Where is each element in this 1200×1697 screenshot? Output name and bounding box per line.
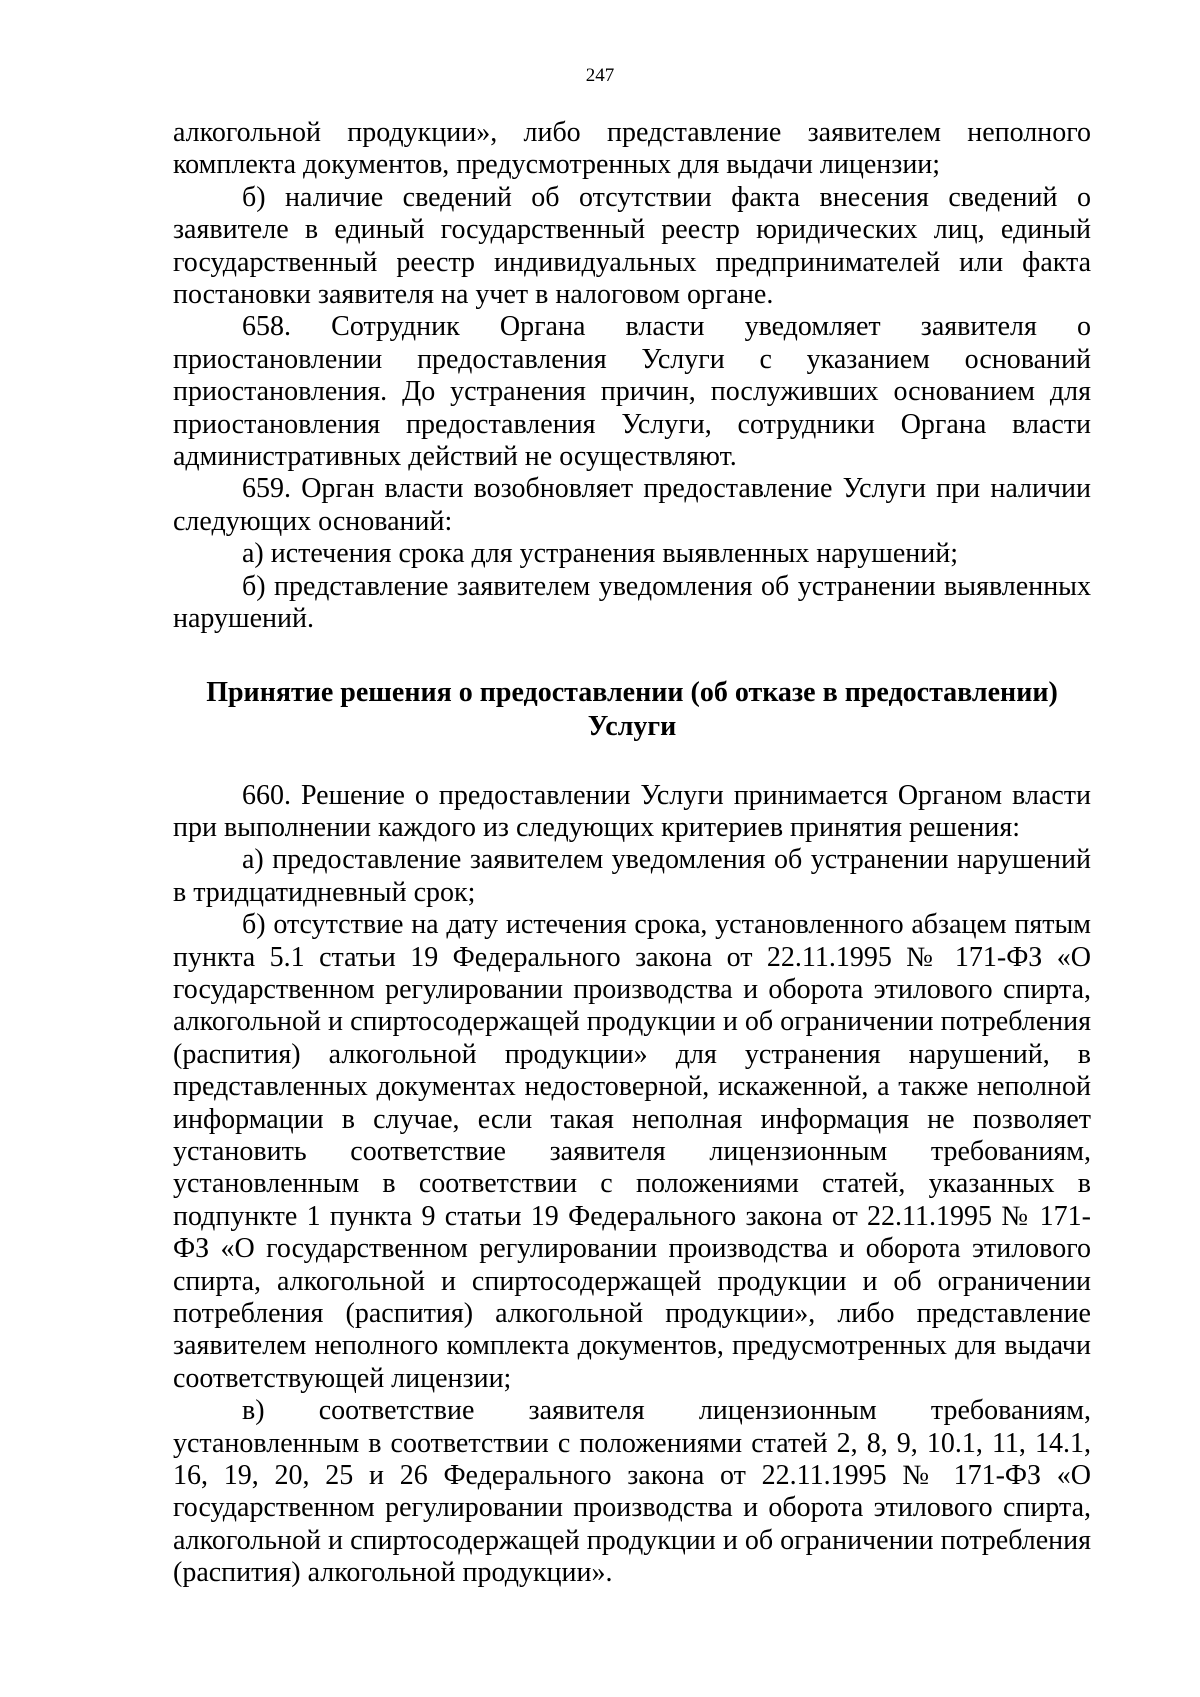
paragraph-item-b-660: б) отсутствие на дату истечения срока, установленного абзацем пятым пункта 5.1 статьи 19 Федерального закона от 22.11.1995 № 171-ФЗ «О государственном регулировании производства и оборота этилового спирта, алкогольной и спиртосодержащей продукции и об ограничении потребления (распития) алкогольной продукции» для устранения нарушений, в представленных документах недостоверной, искаженной, а также неполной информации в случае, если такая неполная информация не позволяет установить соответствие заявителя лицензионным требованиям, установленным в соответствии с положениями статей, указанных в подпункте 1 пункта 9 статьи 19 Федерального закона от 22.11.1995 № 171-ФЗ «О государственном регулировании производства и оборота этилового спирта, алкогольной и спиртосодержащей продукции и об ограничении потребления (распития) алкогольной продукции», либо представление заявителем неполного комплекта документов, предусмотренных для выдачи соответствующей лицензии;	[173, 909, 1091, 1394]
document-body	[173, 117, 1091, 1590]
section-heading	[173, 676, 1091, 744]
paragraph-item-a-660: а) предоставление заявителем уведомления об устранении нарушений в тридцатидневный срок;	[173, 844, 1091, 908]
paragraph-item-v-660: в) соответствие заявителя лицензионным требованиям, установленным в соответствии с положениями статей 2, 8, 9, 10.1, 11, 14.1, 16, 19, 20, 25 и 26 Федерального закона от 22.11.1995 № 171-ФЗ «О государственном регулировании производства и оборота этилового спирта, алкогольной и спиртосодержащей продукции и об ограничении потребления (распития) алкогольной продукции».	[173, 1395, 1091, 1589]
paragraph-item-b-657: б) наличие сведений об отсутствии факта внесения сведений о заявителе в единый государственный реестр юридических лиц, единый государственный реестр индивидуальных предпринимателей или факта постановки заявителя на учет в налоговом органе.	[173, 181, 1091, 311]
section-heading-line-1: Принятие решения о предоставлении (об отказе в предоставлении)	[206, 676, 1058, 708]
paragraph-item-b-659: б) представление заявителем уведомления об устранении выявленных нарушений.	[173, 570, 1091, 635]
paragraph-item-a-659: а) истечения срока для устранения выявленных нарушений;	[242, 538, 959, 570]
paragraph-continuation: алкогольной продукции», либо представление заявителем неполного комплекта документов, предусмотренных для выдачи лицензии;	[173, 117, 1091, 181]
paragraph-659: 659. Орган власти возобновляет предоставление Услуги при наличии следующих оснований:	[173, 473, 1091, 537]
paragraph-660: 660. Решение о предоставлении Услуги принимается Органом власти при выполнении каждого из следующих критериев принятия решения:	[173, 779, 1091, 843]
section-heading-line-2: Услуги	[587, 710, 677, 742]
page-number: 247	[585, 65, 615, 86]
paragraph-658: 658. Сотрудник Органа власти уведомляет заявителя о приостановлении предоставления Услуги с указанием оснований приостановления. До устранения причин, послуживших основанием для приостановления предоставления Услуги, сотрудники Органа власти административных действий не осуществляют.	[173, 311, 1091, 473]
